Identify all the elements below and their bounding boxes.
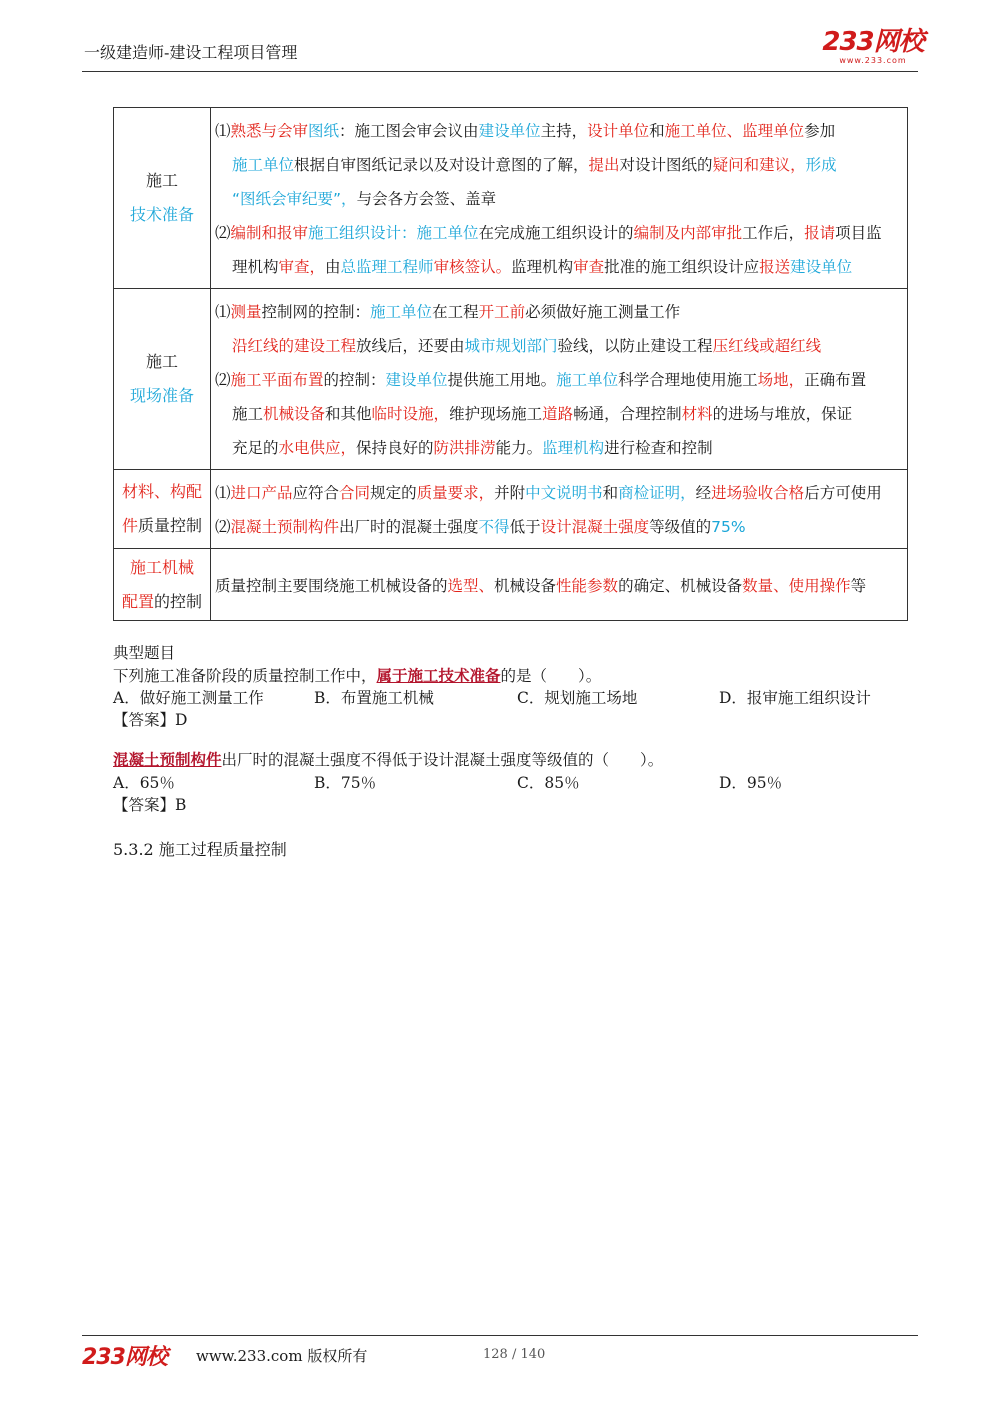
text-segment: 75%	[711, 518, 746, 536]
text-segment: 工作后，	[742, 224, 805, 242]
text-segment: 提出	[588, 156, 620, 174]
content-line	[215, 114, 903, 148]
text-segment: ⑵	[215, 518, 231, 536]
text-segment: 在完成施工组织设计的	[478, 224, 634, 242]
text-segment: 形成	[805, 156, 837, 174]
text-segment: 控制网的控制：	[261, 303, 371, 321]
text-segment: 出厂时的混凝土强度	[339, 518, 479, 536]
row-label	[114, 470, 211, 549]
text-segment: 能力。	[495, 439, 543, 457]
question-2-option-d: D．95％	[719, 774, 783, 792]
table-row	[114, 108, 908, 289]
text-segment: 机械设备	[263, 405, 326, 423]
text-segment: 建设单位	[790, 258, 853, 276]
text-segment: 后方可使用	[804, 484, 882, 502]
text-segment: 施工组织设计：施工单位	[308, 224, 479, 242]
text-segment: 报送	[759, 258, 791, 276]
text-segment: 根据自审图纸记录以及对设计意图的了解，	[294, 156, 589, 174]
content-line	[215, 431, 903, 465]
text-segment: 施工单位	[370, 303, 433, 321]
content-line	[215, 216, 903, 250]
text-segment: 数量、使用操作	[742, 576, 851, 595]
question-2-highlight: 混凝土预制构件	[113, 750, 222, 769]
text-segment: 质量要求，	[416, 484, 495, 502]
row-label-line	[114, 345, 210, 379]
content-line	[215, 569, 903, 603]
text-segment: 水电供应，	[278, 439, 357, 457]
question-1	[113, 664, 601, 686]
section-heading: 典型题目	[113, 644, 176, 662]
text-segment: 城市规划部门	[464, 337, 558, 355]
text-segment: ⑵	[215, 224, 231, 242]
text-segment: 建设单位	[478, 122, 541, 140]
text-segment: 疑问和建议，	[712, 156, 806, 174]
text-segment: 并附	[494, 484, 526, 502]
text-segment: ⑵	[215, 371, 231, 389]
text-segment: 性能参数	[556, 576, 619, 595]
text-segment: 参加	[804, 122, 836, 140]
content-line	[215, 397, 903, 431]
text-segment: 中文说明书	[525, 484, 603, 502]
text-segment: 临时设施，	[371, 405, 450, 423]
label-segment: 的控制	[154, 591, 203, 611]
text-segment: 编制和报审	[230, 224, 309, 242]
text-segment: 畅通，合理控制	[573, 405, 682, 423]
content-line	[215, 476, 903, 510]
row-label	[114, 289, 211, 470]
table-row	[114, 549, 908, 621]
text-segment: 设计混凝土强度	[540, 518, 650, 536]
label-segment: 质量控制	[138, 516, 203, 535]
label-segment: 技术准备	[129, 205, 194, 224]
text-segment: 和	[649, 122, 665, 140]
table-row	[114, 289, 908, 470]
text-segment: 报请	[804, 224, 836, 242]
text-segment: 施工单位	[232, 156, 295, 174]
document-title: 一级建造师-建设工程项目管理	[84, 43, 298, 62]
question-1-option-d: D．报审施工组织设计	[719, 689, 871, 707]
content-line	[215, 250, 903, 284]
text-segment: 编制及内部审批	[633, 224, 743, 242]
question-2-option-a: A．65％	[113, 774, 175, 792]
label-segment: 配置	[121, 591, 154, 611]
text-segment: 进口产品	[230, 484, 293, 502]
row-label-line	[114, 164, 210, 198]
label-segment: 施工	[145, 171, 178, 190]
text-segment: 合同	[339, 484, 371, 502]
table-row	[114, 470, 908, 549]
question-2-suffix: 出厂时的混凝土强度不得低于设计混凝土强度等级值的（ ）。	[221, 751, 664, 769]
text-segment: 混凝土预制构件	[230, 518, 340, 536]
text-segment: 场地，	[757, 371, 805, 389]
row-content	[211, 470, 908, 549]
text-segment: 经	[695, 484, 712, 502]
page-number: 128 / 140	[483, 1347, 546, 1362]
row-label-line	[114, 585, 210, 619]
text-segment: 施工单位、监理单位	[664, 122, 805, 140]
text-segment: 在工程	[432, 303, 479, 321]
footer-logo: 233网校	[82, 1345, 167, 1370]
text-segment: 不得	[478, 518, 510, 536]
row-label-line	[114, 379, 210, 413]
text-segment: 建设单位	[385, 371, 448, 389]
row-content	[211, 549, 908, 621]
row-content	[211, 108, 908, 289]
text-segment: 施工单位	[556, 371, 619, 389]
logo-text: 233网校	[822, 27, 924, 57]
text-segment: 必须做好施工测量工作	[525, 303, 681, 321]
text-segment: 熟悉与会审	[230, 122, 309, 140]
content-line	[215, 329, 903, 363]
text-segment: 沿红线的建设工程	[232, 337, 357, 355]
text-segment: 规定的	[370, 484, 417, 502]
content-line	[215, 510, 903, 544]
brand-logo	[818, 28, 928, 65]
text-segment: 施工平面布置	[230, 371, 324, 389]
text-segment: 审核签认。	[433, 258, 512, 276]
text-segment: 项目监	[835, 224, 882, 242]
text-segment: 的控制：	[323, 371, 386, 389]
text-segment: 主持，	[540, 122, 588, 140]
text-segment: 等级值的	[649, 518, 712, 536]
text-segment: ⑴	[215, 484, 231, 502]
text-segment: 开工前	[478, 303, 526, 321]
quality-control-table	[113, 107, 908, 621]
logo-url: www.233.com	[839, 56, 907, 65]
text-segment: 科学合理地使用施工	[618, 371, 758, 389]
text-segment: 进行检查和控制	[604, 439, 713, 457]
row-label-line	[114, 551, 210, 585]
text-segment: 保持良好的	[356, 439, 434, 457]
text-segment: ⑴	[215, 122, 231, 140]
row-label	[114, 108, 211, 289]
text-segment: ：施工图会审会议由	[339, 122, 479, 140]
question-1-suffix: 的是（ ）。	[500, 667, 602, 685]
text-segment: 维护现场施工	[449, 405, 543, 423]
text-segment: “图纸会审纪要”，	[232, 190, 357, 208]
text-segment: 等	[850, 576, 867, 595]
text-segment: 理机构	[232, 258, 279, 276]
footer-rule	[82, 1335, 918, 1336]
text-segment: 的确定、机械设备	[618, 576, 743, 595]
text-segment: 选型、	[447, 576, 495, 595]
text-segment: 与会各方会签、盖章	[356, 190, 497, 208]
text-segment: 审查，	[278, 258, 326, 276]
question-1-highlight: 属于施工技术准备	[376, 666, 501, 685]
text-segment: 测量	[230, 303, 262, 321]
footer-copyright: www.233.com 版权所有	[196, 1347, 368, 1365]
row-label-line	[114, 475, 210, 509]
text-segment: 图纸	[308, 122, 340, 140]
text-segment: ⑴	[215, 303, 231, 321]
text-segment: 批准的施工组织设计应	[604, 258, 760, 276]
content-line	[215, 182, 903, 216]
text-segment: 设计单位	[587, 122, 650, 140]
text-segment: 验线，以防止建设工程	[557, 337, 713, 355]
text-segment: 道路	[542, 405, 574, 423]
content-line	[215, 148, 903, 182]
question-1-option-b: B．布置施工机械	[314, 689, 434, 707]
text-segment: 低于	[509, 518, 541, 536]
text-segment: 压红线或超红线	[712, 337, 822, 355]
text-segment: 审查	[573, 258, 605, 276]
text-segment: 放线后，还要由	[356, 337, 465, 355]
row-content	[211, 289, 908, 470]
text-segment: 正确布置	[804, 371, 867, 389]
text-segment: 机械设备	[494, 576, 557, 595]
text-segment: 和	[602, 484, 619, 502]
row-label-line	[114, 198, 210, 232]
content-line	[215, 363, 903, 397]
text-segment: 进场验收合格	[711, 484, 805, 502]
text-segment: 商检证明，	[618, 484, 696, 502]
row-label	[114, 549, 211, 621]
question-2	[113, 748, 663, 770]
header-rule	[82, 71, 918, 72]
text-segment: 监理机构	[542, 439, 605, 457]
text-segment: 材料	[681, 405, 713, 423]
content-line	[215, 295, 903, 329]
text-segment: 防洪排涝	[433, 439, 496, 457]
text-segment: 质量控制主要围绕施工机械设备的	[215, 576, 448, 595]
question-1-answer: 【答案】D	[113, 711, 188, 729]
text-segment: 由	[325, 258, 341, 276]
question-2-option-c: C．85％	[517, 774, 580, 792]
question-2-option-b: B．75％	[314, 774, 377, 792]
text-segment: 施工	[232, 405, 264, 423]
question-1-option-c: C．规划施工场地	[517, 689, 638, 707]
text-segment: 和其他	[325, 405, 372, 423]
text-segment: 总监理工程师	[340, 258, 434, 276]
question-1-option-a: A．做好施工测量工作	[113, 689, 264, 707]
label-segment: 施工机械	[129, 557, 194, 577]
text-segment: 充足的	[232, 439, 279, 457]
text-segment: 监理机构	[511, 258, 574, 276]
row-label-line	[114, 509, 210, 543]
text-segment: 的进场与堆放，保证	[712, 405, 853, 423]
text-segment: 提供施工用地。	[447, 371, 557, 389]
subsection-heading: 5.3.2 施工过程质量控制	[113, 840, 287, 859]
label-segment: 件	[121, 516, 138, 535]
question-1-prefix: 下列施工准备阶段的质量控制工作中，	[113, 667, 377, 685]
label-segment: 现场准备	[129, 386, 194, 405]
question-2-answer: 【答案】B	[113, 796, 187, 814]
label-segment: 材料、构配	[121, 482, 202, 501]
label-segment: 施工	[145, 352, 178, 371]
text-segment: 应符合	[292, 484, 340, 502]
text-segment: 对设计图纸的	[619, 156, 713, 174]
